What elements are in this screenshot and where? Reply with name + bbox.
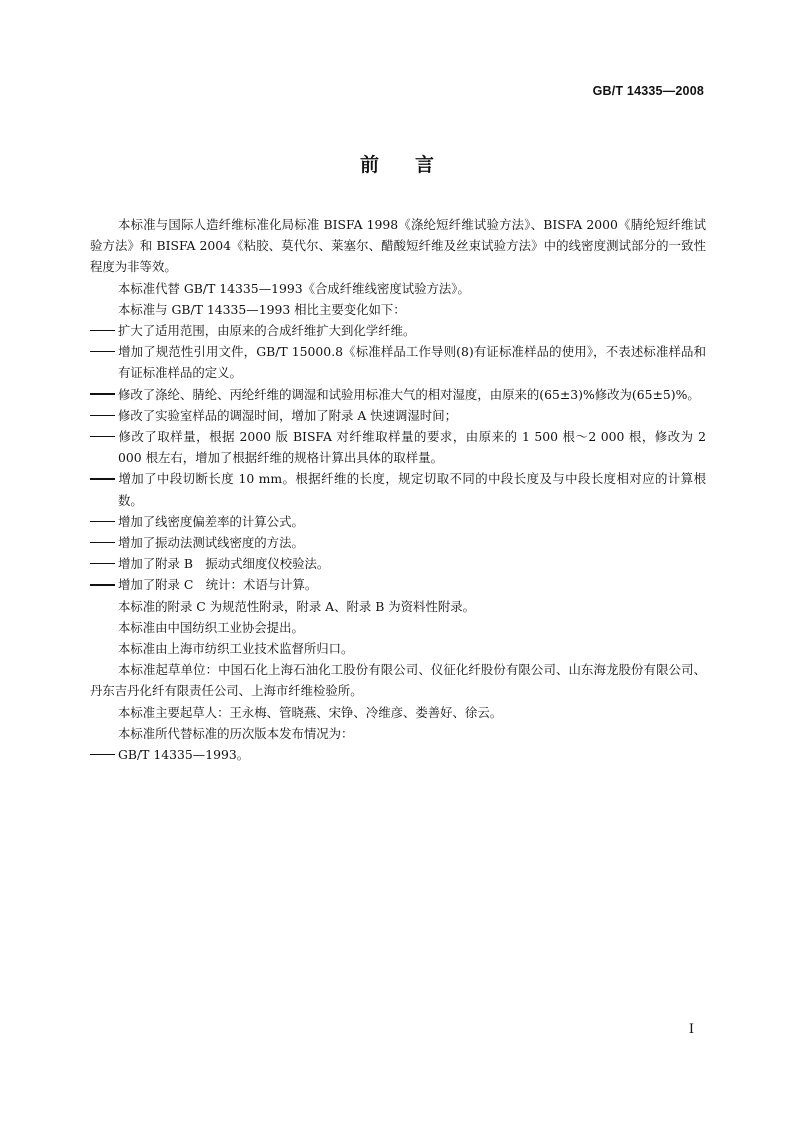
- dash-bullet: [90, 574, 118, 595]
- list-item-text: 修改了涤纶、腈纶、丙纶纤维的调湿和试验用标准大气的相对湿度，由原来的(65±3)%修改为(65±5)%。: [118, 386, 700, 402]
- change-list-item: [90, 320, 706, 341]
- dash-bullet: [90, 532, 118, 553]
- dash-bullet: [90, 320, 118, 341]
- change-list-item: [90, 511, 706, 532]
- list-item-text: 增加了附录 B 振动式细度仪校验法。: [118, 556, 330, 572]
- list-item-text: 扩大了适用范围，由原来的合成纤维扩大到化学纤维。: [118, 323, 416, 339]
- list-item-text: GB/T 14335—1993。: [118, 747, 250, 763]
- list-item-text: 修改了取样量，根据 2000 版 BISFA 对纤维取样量的要求，由原来的 1 500 根～2 000 根，修改为 2 000 根左右，增加了根据纤维的规格计算出具体的取样量。: [118, 429, 706, 466]
- paragraph: 本标准由中国纺织工业协会提出。: [118, 619, 304, 635]
- paragraph: 本标准由上海市纺织工业技术监督所归口。: [118, 641, 354, 657]
- dash-bullet: [90, 384, 118, 405]
- dash-bullet: [90, 511, 118, 532]
- change-list-item: [90, 405, 706, 426]
- paragraph: 本标准的附录 C 为规范性附录，附录 A、附录 B 为资料性附录。: [118, 598, 475, 614]
- dash-bullet: [90, 426, 118, 447]
- change-list-item: [90, 532, 706, 553]
- change-list-item: [90, 468, 706, 510]
- change-list-item: [90, 384, 706, 405]
- paragraph: 本标准起草单位：中国石化上海石油化工股份有限公司、仪征化纤股份有限公司、山东海龙股份有限公司、丹东吉丹化纤有限责任公司、上海市纤维检验所。: [90, 662, 706, 699]
- dash-bullet: [90, 341, 118, 362]
- list-item-text: 增加了附录 C 统计：术语与计算。: [118, 577, 318, 593]
- change-list-item: [90, 744, 706, 765]
- list-item-text: 修改了实验室样品的调湿时间，增加了附录 A 快速调湿时间；: [118, 407, 457, 423]
- list-item-text: 增加了规范性引用文件，GB/T 15000.8《标准样品工作导则(8)有证标准样品的使用》，不表述标准样品和有证标准样品的定义。: [118, 344, 706, 381]
- list-item-text: 增加了线密度偏差率的计算公式。: [118, 513, 304, 529]
- foreword-body: [90, 214, 706, 765]
- change-list-item: [90, 426, 706, 468]
- list-item-text: 增加了振动法测试线密度的方法。: [118, 535, 304, 551]
- page-number: I: [688, 1022, 694, 1037]
- paragraph: 本标准所代替标准的历次版本发布情况为：: [118, 725, 354, 741]
- page-title: 前言: [359, 154, 470, 176]
- change-list-item: [90, 553, 706, 574]
- paragraph: 本标准与国际人造纤维标准化局标准 BISFA 1998《涤纶短纤维试验方法》、BISFA 2000《腈纶短纤维试验方法》和 BISFA 2004《粘胶、莫代尔、莱塞尔、醋酸短纤维及丝束试验方法》中的线密度测试部分的一致性程度为非等效。: [90, 217, 706, 275]
- list-item-text: 增加了中段切断长度 10 mm。根据纤维的长度，规定切取不同的中段长度及与中段长度相对应的计算根数。: [118, 471, 706, 508]
- paragraph: 本标准代替 GB/T 14335—1993《合成纤维线密度试验方法》。: [118, 280, 470, 296]
- standard-number: GB/T 14335—2008: [592, 84, 704, 98]
- change-list-item: [90, 574, 706, 595]
- dash-bullet: [90, 744, 118, 765]
- dash-bullet: [90, 468, 118, 489]
- change-list-item: [90, 341, 706, 383]
- dash-bullet: [90, 405, 118, 426]
- paragraph: 本标准与 GB/T 14335—1993 相比主要变化如下：: [118, 301, 406, 317]
- dash-bullet: [90, 553, 118, 574]
- paragraph: 本标准主要起草人：王永梅、管晓燕、宋铮、冷维彦、娄善好、徐云。: [118, 704, 503, 720]
